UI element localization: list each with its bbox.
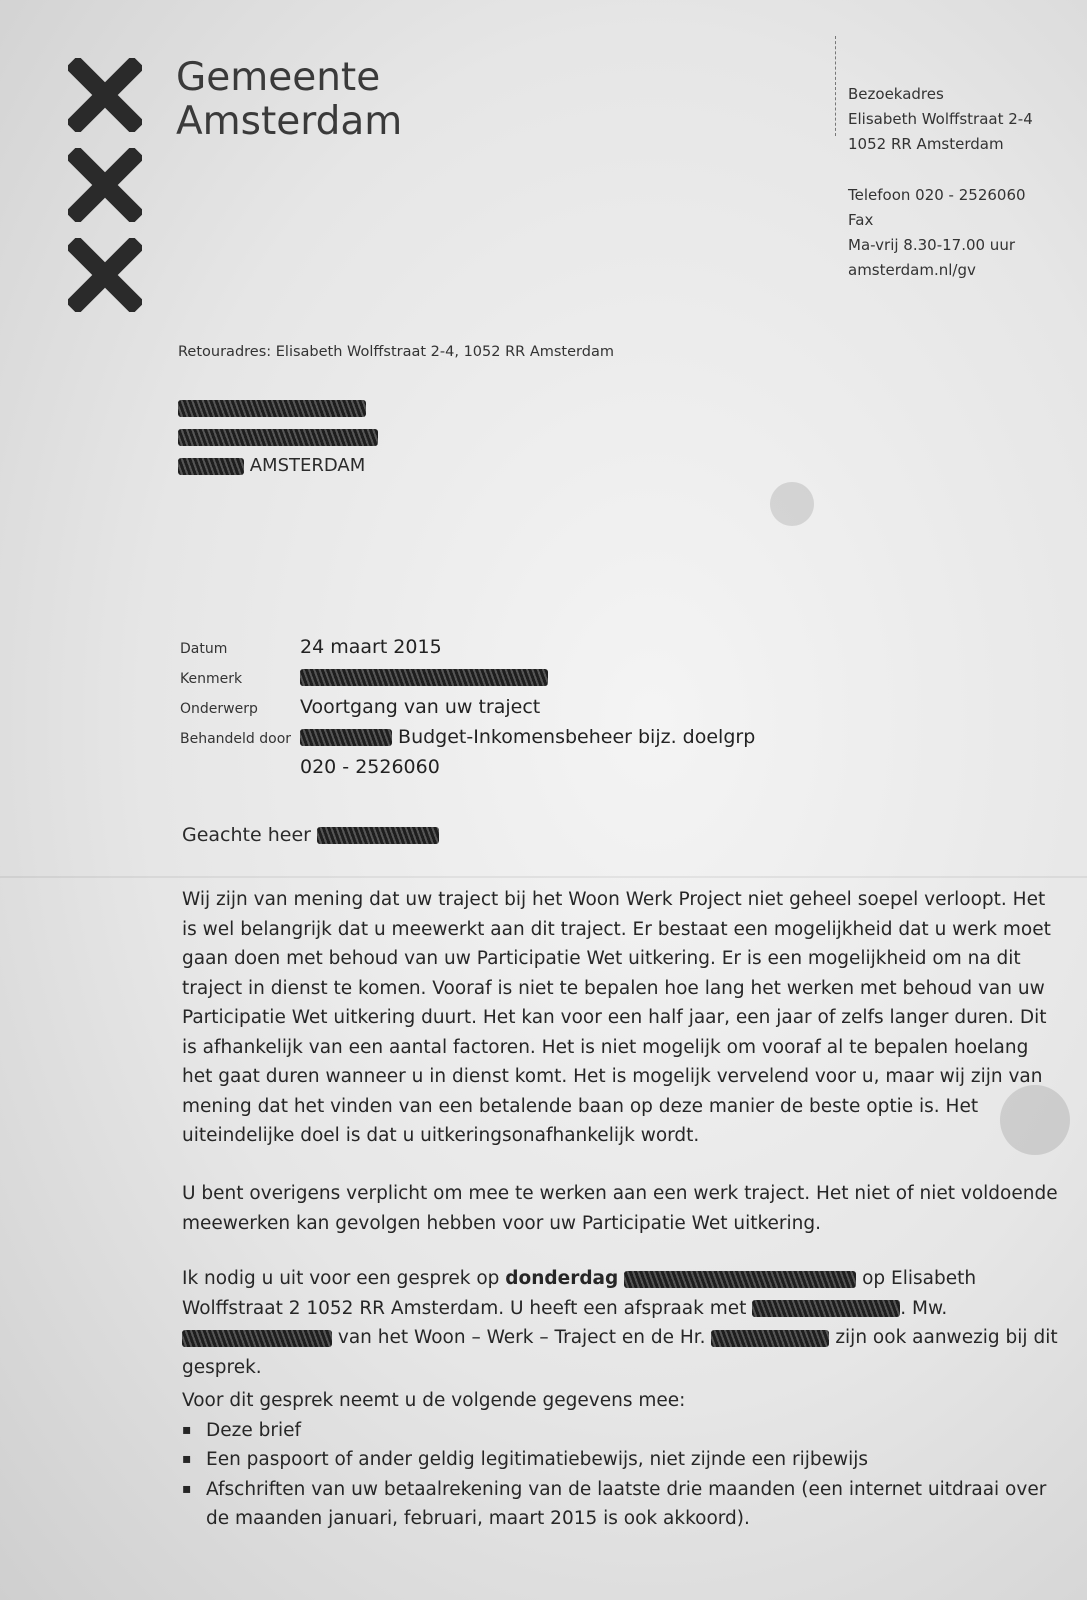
p3-text-d: van het Woon – Werk – Traject en de Hr. — [332, 1327, 712, 1348]
date-label: Datum — [180, 641, 228, 657]
sidebar-divider — [835, 36, 836, 136]
required-items-list — [182, 1416, 1062, 1534]
appointment-day: donderdag — [505, 1268, 619, 1289]
fax-label: Fax — [848, 211, 874, 229]
redacted-reference — [300, 669, 548, 686]
cross-icon — [68, 238, 142, 312]
paragraph-2: U bent overigens verplicht om mee te werken aan een werk traject. Het niet of niet voldoende meewerken kan gevolgen hebben voor uw Participatie Wet uitkering. — [182, 1183, 1058, 1234]
cross-icon — [68, 58, 142, 132]
redacted-name — [178, 400, 366, 417]
recipient-address — [178, 393, 378, 480]
list-item: ▪ Deze brief — [182, 1416, 1062, 1446]
paragraph-3 — [182, 1264, 1062, 1382]
cross-icon — [68, 148, 142, 222]
paper-fold — [0, 876, 1087, 878]
letter-meta — [180, 636, 755, 786]
p3-text-e: zijn ook aanwezig bij dit gesprek. — [182, 1327, 1058, 1378]
handled-by-phone: 020 - 2526060 — [300, 756, 440, 778]
paper-stain — [770, 482, 814, 526]
opening-hours: Ma-vrij 8.30-17.00 uur — [848, 236, 1015, 254]
reference-label: Kenmerk — [180, 671, 243, 687]
list-intro: Voor dit gesprek neemt u de volgende gegevens mee: — [182, 1390, 686, 1411]
subject-value: Voortgang van uw traject — [300, 696, 541, 718]
amsterdam-logo — [68, 58, 142, 328]
date-value: 24 maart 2015 — [300, 636, 442, 658]
redacted-street — [178, 429, 378, 446]
brand-name — [176, 56, 402, 144]
salutation-text: Geachte heer — [182, 824, 311, 846]
redacted-hr-name — [711, 1330, 829, 1347]
redacted-contact-person — [752, 1300, 900, 1317]
list-item: ▪ Een paspoort of ander geldig legitimatiebewijs, niet zijnde een rijbewijs — [182, 1445, 1062, 1475]
redacted-handler — [300, 729, 392, 746]
handled-by-label: Behandeld door — [180, 731, 292, 747]
brand-line-1: Gemeente — [176, 55, 381, 100]
visit-address-label: Bezoekadres — [848, 85, 944, 103]
phone-number: Telefoon 020 - 2526060 — [848, 186, 1026, 204]
redacted-postcode — [178, 458, 244, 475]
recipient-city: AMSTERDAM — [249, 455, 366, 476]
salutation — [182, 824, 439, 846]
redacted-appointment-time — [624, 1271, 856, 1288]
visit-street: Elisabeth Wolffstraat 2-4 — [848, 110, 1033, 128]
return-address: Retouradres: Elisabeth Wolffstraat 2-4, 1052 RR Amsterdam — [178, 344, 614, 360]
subject-label: Onderwerp — [180, 701, 258, 717]
redacted-recipient-name — [317, 827, 439, 844]
contact-block — [848, 82, 1033, 283]
handled-by-value: Budget-Inkomensbeheer bijz. doelgrp — [398, 726, 756, 748]
redacted-mw-name — [182, 1330, 332, 1347]
p3-text-c: . Mw. — [900, 1297, 948, 1319]
brand-line-2: Amsterdam — [176, 99, 403, 144]
paragraph-1: Wij zijn van mening dat uw traject bij het Woon Werk Project niet geheel soepel verloopt. Het is wel belangrijk dat u meewerkt aan dit traject. Er bestaat een mogelijkheid dat u werk moet gaan doen met behoud van uw Participatie Wet uitkering. Er is een mogelijkheid om na dit traject in dienst te komen. Vooraf is niet te bepalen hoe lang het werken met behoud van uw Participatie Wet uitkering duurt. Het kan voor een half jaar, een jaar of zelfs langer duren. Dit is afhankelijk van een aantal factoren. Het is niet mogelijk om vooraf al te bepalen hoelang het gaat duren wanneer u in dienst komt. Het is mogelijk vervelend voor u, maar wij zijn van mening dat het vinden van een betalende baan op deze manier de beste optie is. Het uiteindelijke doel is dat u uitkeringsonafhankelijk wordt. — [182, 889, 1051, 1146]
list-item: ▪ Afschriften van uw betaalrekening van de laatste drie maanden (een internet uitdraai over de maanden januari, februari, maart 2015 is ook akkoord). — [182, 1475, 1062, 1534]
paragraph-4 — [182, 1386, 1062, 1534]
p3-text-a: Ik nodig u uit voor een gesprek op — [182, 1268, 506, 1289]
website: amsterdam.nl/gv — [848, 261, 976, 279]
visit-postcode: 1052 RR Amsterdam — [848, 135, 1004, 153]
p3-text-b: op Elisabeth Wolffstraat 2 1052 RR Amsterdam. U heeft een afspraak met — [182, 1268, 977, 1319]
